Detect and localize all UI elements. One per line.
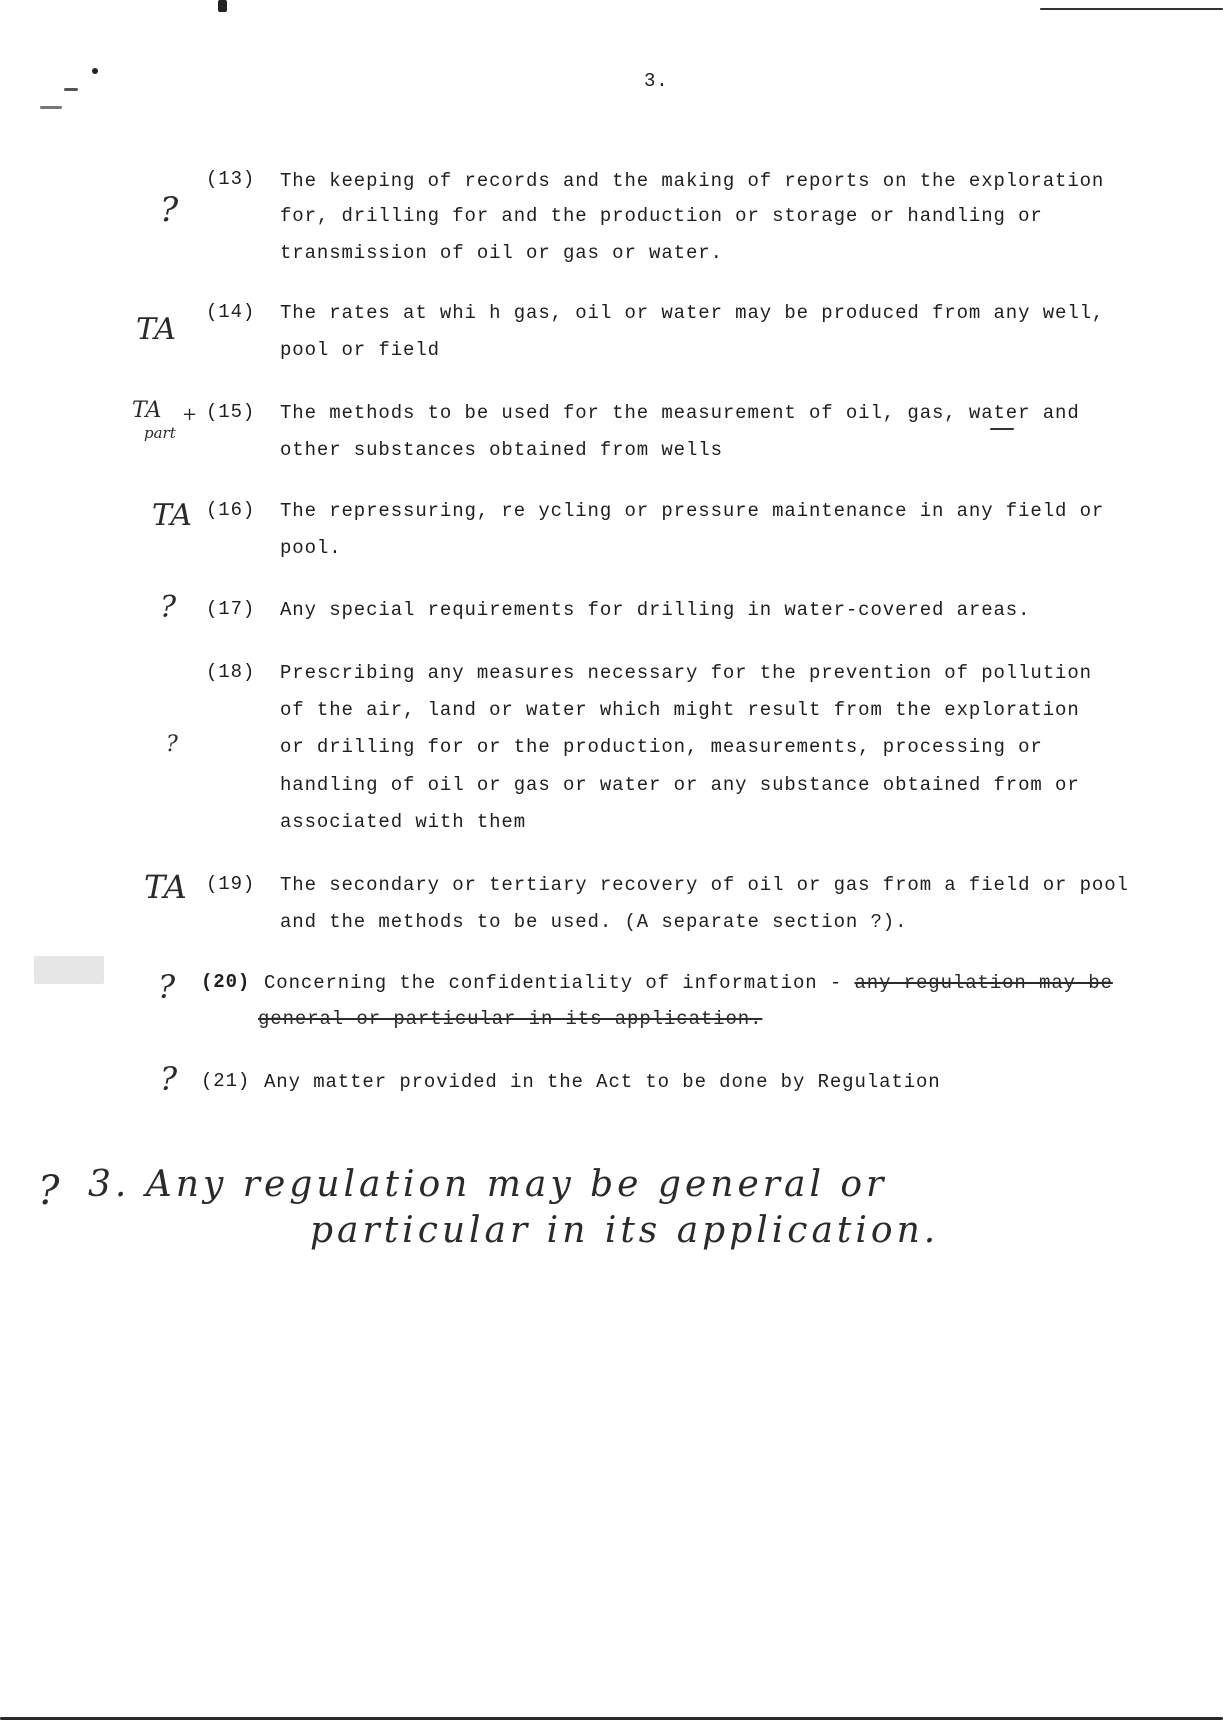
item-14-line-1: The rates at whi h gas, oil or water may be produced from any well, [280,302,1105,324]
item-20-line-1 [264,972,1113,994]
margin-note-15-ta: TA [132,398,162,423]
item-15-number: (15) [206,401,256,423]
margin-note-17: ? [160,590,177,625]
item-18-line-5: associated with them [280,811,527,833]
page-number: 3. [644,70,669,92]
margin-note-16: TA [152,498,193,533]
scan-speck-left-2 [64,88,78,91]
item-18-line-2: of the air, land or water which might result from the exploration [280,699,1080,721]
item-21-line-1: Any matter provided in the Act to be done by Regulation [264,1071,941,1093]
scan-rule-bottom [0,1717,1223,1720]
scan-speck-left-1 [92,68,98,74]
item-16-line-1: The repressuring, re ycling or pressure maintenance in any field or [280,500,1105,522]
margin-note-18: ? [166,732,178,757]
margin-note-14: TA [136,312,177,347]
handwritten-question-mark: ? [38,1168,60,1214]
item-17-number: (17) [206,598,256,620]
item-13-line-1: The keeping of records and the making of reports on the exploration [280,170,1105,192]
margin-note-21: ? [160,1060,178,1098]
margin-note-13: ? [160,190,179,230]
item-18-line-1: Prescribing any measures necessary for the prevention of pollution [280,662,1092,684]
underline-water [990,428,1014,430]
item-20-text: Concerning the confidentiality of information [264,972,818,994]
margin-note-15-part: part [144,424,176,442]
scan-rule-top-right [1040,8,1223,10]
item-20-struck-2: general or particular in its application. [258,1008,763,1030]
item-17-line-1: Any special requirements for drilling in water-covered areas. [280,599,1031,621]
scan-smear-left [34,956,104,984]
item-19-number: (19) [206,873,256,895]
margin-note-19: TA [144,868,187,906]
item-15-line-2: other substances obtained from wells [280,439,723,461]
handwritten-addition-line-2: particular in its application. [310,1210,940,1251]
item-13-line-3: transmission of oil or gas or water. [280,242,723,264]
item-19-line-2: and the methods to be used. (A separate section ?). [280,911,908,933]
handwritten-addition-line-1: 3. Any regulation may be general or [88,1164,888,1205]
item-15-line-1: The methods to be used for the measurement of oil, gas, water and [280,402,1080,424]
item-21-number: (21) [201,1070,251,1092]
item-20-number: (20) [201,971,251,993]
item-14-line-2: pool or field [280,339,440,361]
item-20-dash: - [817,972,855,994]
margin-note-15-plus: + [182,404,198,425]
item-13-line-2: for, drilling for and the production or storage or handling or [280,205,1043,227]
margin-note-20: ? [158,968,176,1006]
scan-speck-left-3 [40,106,62,109]
item-13-number: (13) [206,168,256,190]
item-16-number: (16) [206,499,256,521]
scan-mark-top [218,0,227,12]
item-19-line-1: The secondary or tertiary recovery of oil or gas from a field or pool [280,874,1129,896]
item-16-line-2: pool. [280,537,342,559]
item-18-line-3: or drilling for or the production, measurements, processing or [280,736,1043,758]
item-18-number: (18) [206,661,256,683]
item-18-line-4: handling of oil or gas or water or any substance obtained from or [280,774,1080,796]
item-14-number: (14) [206,301,256,323]
item-20-struck-1: any regulation may be [854,972,1113,994]
